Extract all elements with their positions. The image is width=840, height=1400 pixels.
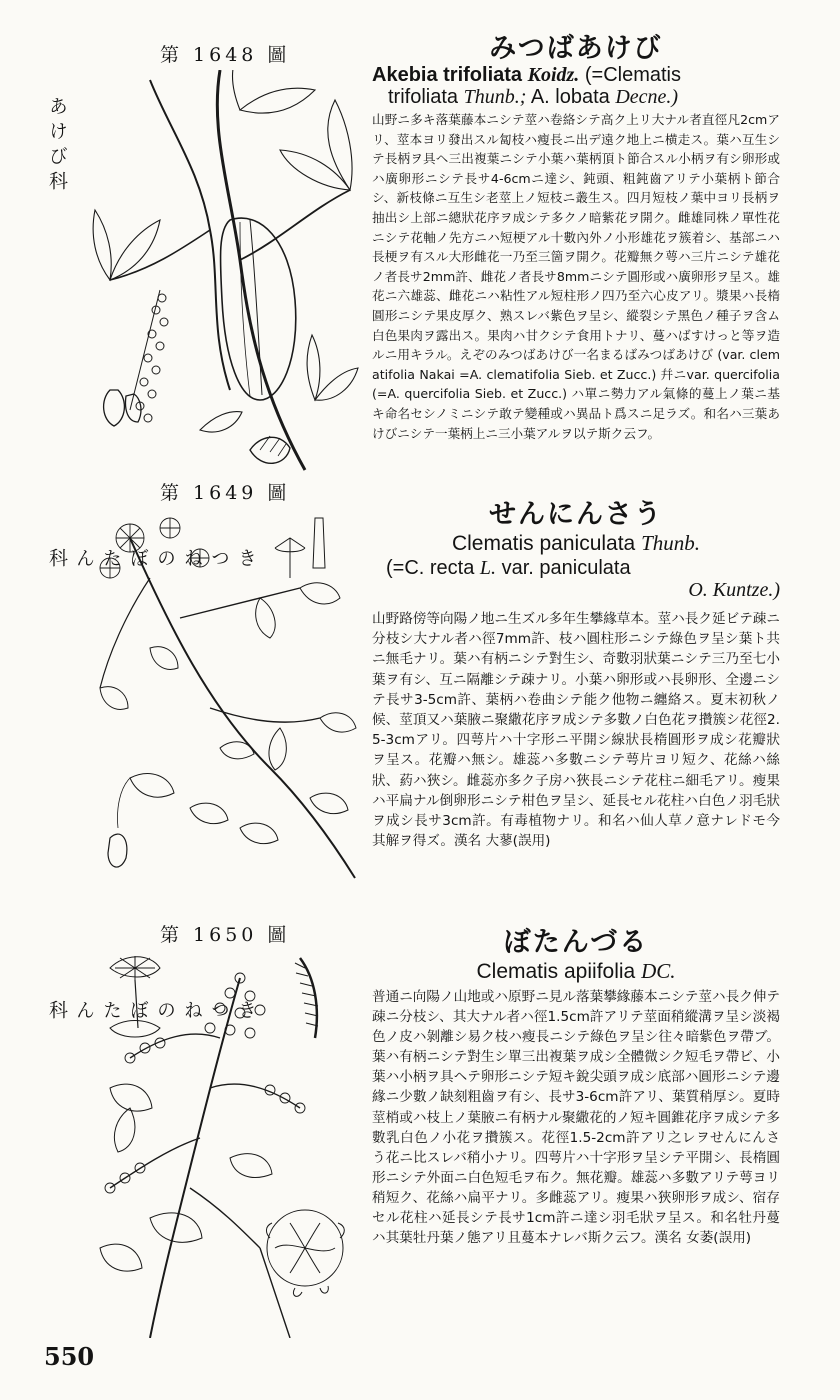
illustration-clematis-paniculata — [90, 508, 360, 898]
scientific-name-line3: O. Kuntze.) — [688, 579, 780, 601]
entry-1648 — [0, 0, 840, 500]
figure-number: 第 1649 圖 — [160, 482, 291, 504]
text-column — [372, 500, 780, 919]
page-number: 550 — [44, 1342, 95, 1371]
illustration-clematis-apiifolia — [90, 948, 365, 1338]
japanese-name: ぼたんづる — [503, 927, 649, 958]
japanese-name: みつばあけび — [489, 33, 663, 64]
plant-family: きつねのぼたん科 — [46, 1000, 257, 1025]
description: 山野ニ多キ落葉藤本ニシテ莖ハ卷絡シテ高ク上リ大ナル者直徑凡2cmアリ、莖本ヨリ發出スル匐枝ハ瘦長ニ出デ遠ク地上ニ横走ス。葉ハ互生シテ長柄ヲ具ヘ三出複葉ニシテ小葉ハ葉柄頂ト節合スル小柄ヲ有シ卵形或ハ廣卵形ニシテ長サ4-6cmニ達シ、鈍頭、粗鈍齒アリテ小葉柄ト節合シ、新枝條ニ互生シ老莖上ノ短枝ニ叢生ス。四月短枝ノ葉中ヨリ長柄ヲ抽出シ上部ニ總狀花序ヲ成シテ多クノ暗紫花ヲ開ク。雌雄同株ノ單性花ニシテ花軸ノ先方ニハ短梗アル十數內外ノ小形雄花ヲ簇着シ、基部ニハ長梗ヲ有スル大形雌花一乃至三箇ヲ開ク。花瓣無ク萼ハ三片ニシテ雄花ノ者長サ2mm許、雌花ノ者長サ8mmニシテ圓形或ハ廣卵形ヲ呈ス。雄花ニ六雄蕊、雌花ニハ粘性アル短柱形ノ四乃至六心皮アリ。漿果ハ長楕圓形ニシテ果皮厚ク、熟スレバ紫色ヲ呈シ、縱裂シテ黑色ノ種子ヲ含ム白色果肉ヲ露出ス。果肉ハ甘クシテ食用トナリ、蔓ハばすけっと等ヲ造ルニ用キラル。えぞのみつばあけび一名まるばみつばあけび (var. clematifolia Nakai =A. clematifolia Sieb. et Zucc.) 幷ニvar. quercifolia (=A. quercifolia Sieb. et Zucc.) ハ單ニ勢力アル氣條的蔓上ノ葉ニ基キ命名セシノミニシテ敢テ變種或ハ異品ト爲スニ足ラズ。和名ハ三葉あけびニシテ一葉柄上ニ三小葉アルヲ以テ斯ク云フ。 — [372, 112, 780, 441]
scientific-name-line2: trifoliata Thunb.; A. lobata Decne.) — [388, 86, 679, 108]
scientific-name-line1: Akebia trifoliata Koidz. (=Clematis — [372, 64, 681, 86]
scientific-name-line2: (=C. recta L. var. paniculata — [386, 557, 631, 579]
figure-number: 第 1648 圖 — [160, 44, 291, 66]
description: 山野路傍等向陽ノ地ニ生ズル多年生攀緣草本。莖ハ長ク延ビテ疎ニ分枝シ大ナル者ハ徑7mm許、枝ハ圓柱形ニシテ綠色ヲ呈シ葉ト共ニ無毛ナリ。葉ハ有柄ニシテ對生シ、奇數羽狀葉ニシテ三乃至七小葉ヲ有シ、互ニ隔離シテ疎ナリ。小葉ハ卵形或ハ長卵形、全邊ニシテ長サ3-5cm許、葉柄ハ卷曲シテ能ク他物ニ纏絡ス。夏末初秋ノ候、莖頂又ハ葉腋ニ聚繖花序ヲ成シテ多數ノ白色花ヲ攢簇シ花徑2.5-3cmアリ。四萼片ハ十字形ニ平開シ線狀長楕圓形ヲ成シ花瓣狀ヲ呈ス。花瓣ハ無シ。雄蕊ハ多數ニシテ萼片ヨリ短ク、花絲ハ絲狀、葯ハ狹シ。雌蕊亦多ク子房ハ狹長ニシテ花柱ニ細毛アリ。瘦果ハ平扁ナル倒卵形ニシテ柑色ヲ呈シ、延長セル花柱ハ白色ノ羽毛狀ヲ成シ長サ3cm許。有毒植物ナリ。和名ハ仙人草ノ意ナレドモ今其解ヲ得ズ。漢名 大蓼(誤用) — [372, 611, 780, 850]
figure-number: 第 1650 圖 — [160, 924, 291, 946]
plant-family: きつねのぼたん科 — [46, 548, 257, 573]
plant-family: あけび科 — [46, 96, 68, 196]
scientific-name-line1: Clematis paniculata Thunb. — [451, 531, 701, 555]
scientific-name-line1: Clematis apiifolia DC. — [476, 959, 676, 983]
description: 普通ニ向陽ノ山地或ハ原野ニ見ル落葉攀緣藤本ニシテ莖ハ長ク伸テ疎ニ分枝シ、其大ナル者ハ徑1.5cm許アリテ莖面稍縱溝ヲ呈シ淡褐色ノ皮ハ剝離シ易ク枝ハ瘦長ニシテ綠色ヲ呈シ往々暗紫色ヲ帶ブ。葉ハ有柄ニシテ對生シ單三出複葉ヲ成シ全體微シク短毛ヲ帶ビ、小葉ハ小柄ヲ具ヘテ卵形ニシテ短キ銳尖頭ヲ成シ底部ハ圓形ニシテ邊緣ニ少數ノ缺刻粗齒ヲ有シ、長サ3-6cm許アリ、葉質稍厚シ。夏時莖梢或ハ枝上ノ葉腋ニ有柄ナル聚繖花的ノ短キ圓錐花序ヲ成シテ多數乳白色ノ小花ヲ攢簇ス。花徑1.5-2cm許アリ之レヲせんにんさう花ニ比スレバ稍小ナリ。四萼片ハ十字形ヲ呈シテ平開シ、長楕圓形ニシテ外面ニ白色短毛ヲ布ク。無花瓣。雄蕊ハ多數アリテ萼ヨリ稍短ク、花絲ハ扁平ナリ。多雌蕊アリ。瘦果ハ狹卵形ヲ成シ、宿存セル花柱ハ延長シテ長サ1cm許ニ達シ羽毛狀ヲ呈ス。和名牡丹蔓ハ其葉牡丹葉ノ態アリ且蔓本ナレバ斯ク云フ。漢名 女萎(誤用) — [372, 989, 780, 1247]
japanese-name: せんにんさう — [489, 499, 663, 530]
illustration-akebia — [90, 70, 360, 480]
text-column — [372, 928, 780, 1349]
text-column — [372, 34, 780, 502]
